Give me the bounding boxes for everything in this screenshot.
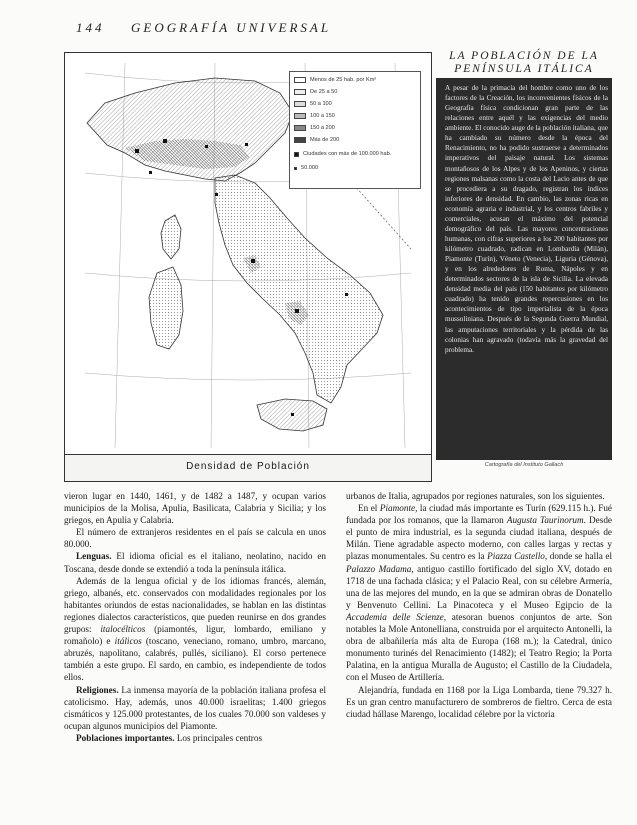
map-caption: Densidad de Población [186,461,310,472]
legend-row-8 [294,164,318,172]
italic-term: Accademia delle Scienze [346,611,444,622]
legend-swatch [294,152,299,157]
legend-swatch [294,89,306,95]
italic-term: Piamonte [379,503,416,514]
map-credit: Cartografía del Instituto Gallach [484,462,564,468]
paragraph-text: Además de la lengua oficial y de los idiomas francés, alemán, griego, albanés, etc. conservados con modalidades regionales por los habitantes oriundos de estas nacionalidades, se hablan en las distintas regiones dialectos característicos, que pueden reunirse en dos grandes grupos: [64,575,326,635]
right-text-column [346,490,612,720]
italian-peninsula-landmass [215,175,383,403]
map-caption-bar [65,454,431,481]
paragraph: Alejandría, fundada en 1168 por la Liga Lombarda, tiene 79.327 h. Es un gran centro manufacturero de sombreros de fieltro. Cerca de esta ciudad hállase Marengo, localidad célebre por la victoria [346,684,612,719]
running-header [76,20,331,36]
legend-swatch [294,113,306,119]
paragraph-piamonte [346,502,612,683]
paragraph-text: , atesoran buenos conjuntos de arte. Son notables la Mole Antonelliana, construida por el arquitecto Antonelli, la obra de albañilería más alta de Europa (168 m.); la Catedral, único monumento turinés del Renacimiento (1482); el Teatro Regio; la Porta Palatina, en la antigua Muralla de Augusto; el Castillo de la Ciudadela, con el Museo de Artillería. [346,611,613,683]
legend-swatch [294,125,306,131]
paragraph: urbanos de Italia, agrupados por regiones naturales, son los siguientes. [346,491,605,501]
paragraph-text: (piamontés, ligur, lombardo, emiliano y romañolo) e [64,624,326,647]
paragraph-text: (toscano, veneciano, romano, umbro, marcano, abruzés, napolitano, calabrés, pullés, siciliano). El corso pertenece también a este grupo. El sardo, en cambio, es independiente de todos ellos. [64,636,326,683]
section-heading-poblaciones: Poblaciones importantes. [76,732,175,743]
paragraph: vieron lugar en 1440, 1461, y de 1482 a 1487, y ocupan varios municipios de la Molisa, Apulia, Basilicata, Calabria y Sicilia; y los griegos, en Apulia y Calabria. [64,491,326,526]
inset-title-line-1: LA POBLACIÓN DE LA [449,50,599,62]
inset-title [436,50,612,76]
italic-term: itálicos [114,636,142,647]
legend-swatch [294,167,297,170]
paragraph-text: , antiguo castillo fortificado del siglo XV, dotado en 1718 de una fachada clásica; y el Palacio Real, con su célebre Armería, una de las mejores del mundo, en la que se admiran obras de Donatello y Benvenuto Cellini. La Pinacoteca y el Museo Egipcio de la [346,563,612,610]
corsica-island [161,215,181,259]
legend-label: 100 a 150 [310,113,335,119]
legend-row-4 [294,112,335,120]
paragraph-poblaciones [64,732,326,744]
paragraph-text: , la ciudad más importante es Turín (629.115 h.). Fué fundada por los romanos, que la llamaron [346,503,612,526]
sardinia-island [149,267,183,349]
legend-row-7 [294,150,391,158]
italic-term: italocélticos [100,624,146,635]
italic-term: Palazzo Madama [346,563,412,574]
inset-body-text: A pesar de la primacía del hombre como uno de los factores de la Creación, los inconvenientes físicos de la Geografía física condicionan gran parte de las relaciones entre aquél y las exigencias del medio ambiente. El conocido auge de la población italiana, que ha cambiado su número desde la época del Renacimiento, no ha podido sustraerse a determinados imperativos del paisaje natural. Los sistemas montañosos de los Alpes y de los Apeninos, y ciertas regiones malsanas como la costa del Lacio antes de que se procediera a su dragado, registran los índices inferiores de densidad. En cambio, las zonas ricas en economía agraria e industrial, y los centros fabriles y comerciales, acusan el máximo del potencial demográfico del país. Las mayores concentraciones humanas, con cifras superiores a los 200 habitantes por kilómetro cuadrado, radican en Lombardía (Milán), Piamonte (Turín), Véneto (Venecia), Liguria (Génova), y en los alrededores de Roma, Nápoles y en determinados sectores de la isla de Sicilia. La elevada densidad media del país (150 habitantes por kilómetro cuadrado) ha tenido grandes repercusiones en los acontecimientos de tipo imperialista de la época mussoliniana. Después de la Segunda Guerra Mundial, las amputaciones territoriales y la pérdida de las colonias han agravado (todavía más la gravedad del problema. [445,84,608,354]
legend-row-6 [294,136,339,144]
paragraph-dialects [64,575,326,684]
legend-label: Menos de 25 hab. por Km² [310,77,377,83]
legend-row-5 [294,124,335,132]
italic-term: Piazza Castello [487,551,545,562]
legend-row-3 [294,100,332,108]
italic-term: Augusta Taurinorum [506,515,584,526]
section-heading-religiones: Religiones. [76,684,119,695]
paragraph-text: El idioma oficial es el italiano, neolatino, nacido en Toscana, desde donde se extendió a toda la península itálica. [64,551,326,574]
paragraph-text: . Desde el punto de mira industrial, es la segunda ciudad italiana, después de Milán. Tiene agradable aspecto moderno, con calles largas y rectas y plazas monumentales. Su centro es la [346,515,613,562]
paragraph-text: Los principales centros [174,732,263,743]
legend-label: 150 a 200 [310,125,335,131]
legend-swatch [294,137,306,143]
legend-swatch [294,101,306,107]
legend-row-2 [294,88,337,96]
paragraph: El número de extranjeros residentes en el país se calcula en unos 80.000. [64,527,326,550]
legend-swatch [294,77,306,83]
paragraph-religiones [64,684,326,732]
population-density-map [64,52,432,482]
paragraph-text: En el [358,503,380,514]
map-legend [289,71,421,189]
legend-label: De 25 a 50 [310,89,338,95]
legend-label: 50 a 100 [310,101,332,107]
section-heading-lenguas: Lenguas. [76,551,112,562]
inset-title-line-2: PENÍNSULA ITÁLICA [454,63,594,75]
paragraph-text: , donde se halla el [544,551,612,562]
legend-label: Ciudades con más de 100.000 hab. [303,151,392,157]
legend-row-1 [294,76,376,84]
running-title: GEOGRAFÍA UNIVERSAL [131,20,332,35]
paragraph-lenguas [64,550,326,574]
left-text-column [64,490,326,744]
legend-label: 50.000 [301,165,319,171]
paragraph-text: La inmensa mayoría de la población italiana profesa el catolicismo. Hay, además, unos 40.000 israelitas; 1.400 griegos cismáticos y 125.000 protestantes, de los cuales 70.000 son valdeses y ocupan algunos municipios del Piamonte. [64,684,326,731]
legend-label: Más de 200 [310,137,340,143]
page-number: 144 [76,20,105,35]
